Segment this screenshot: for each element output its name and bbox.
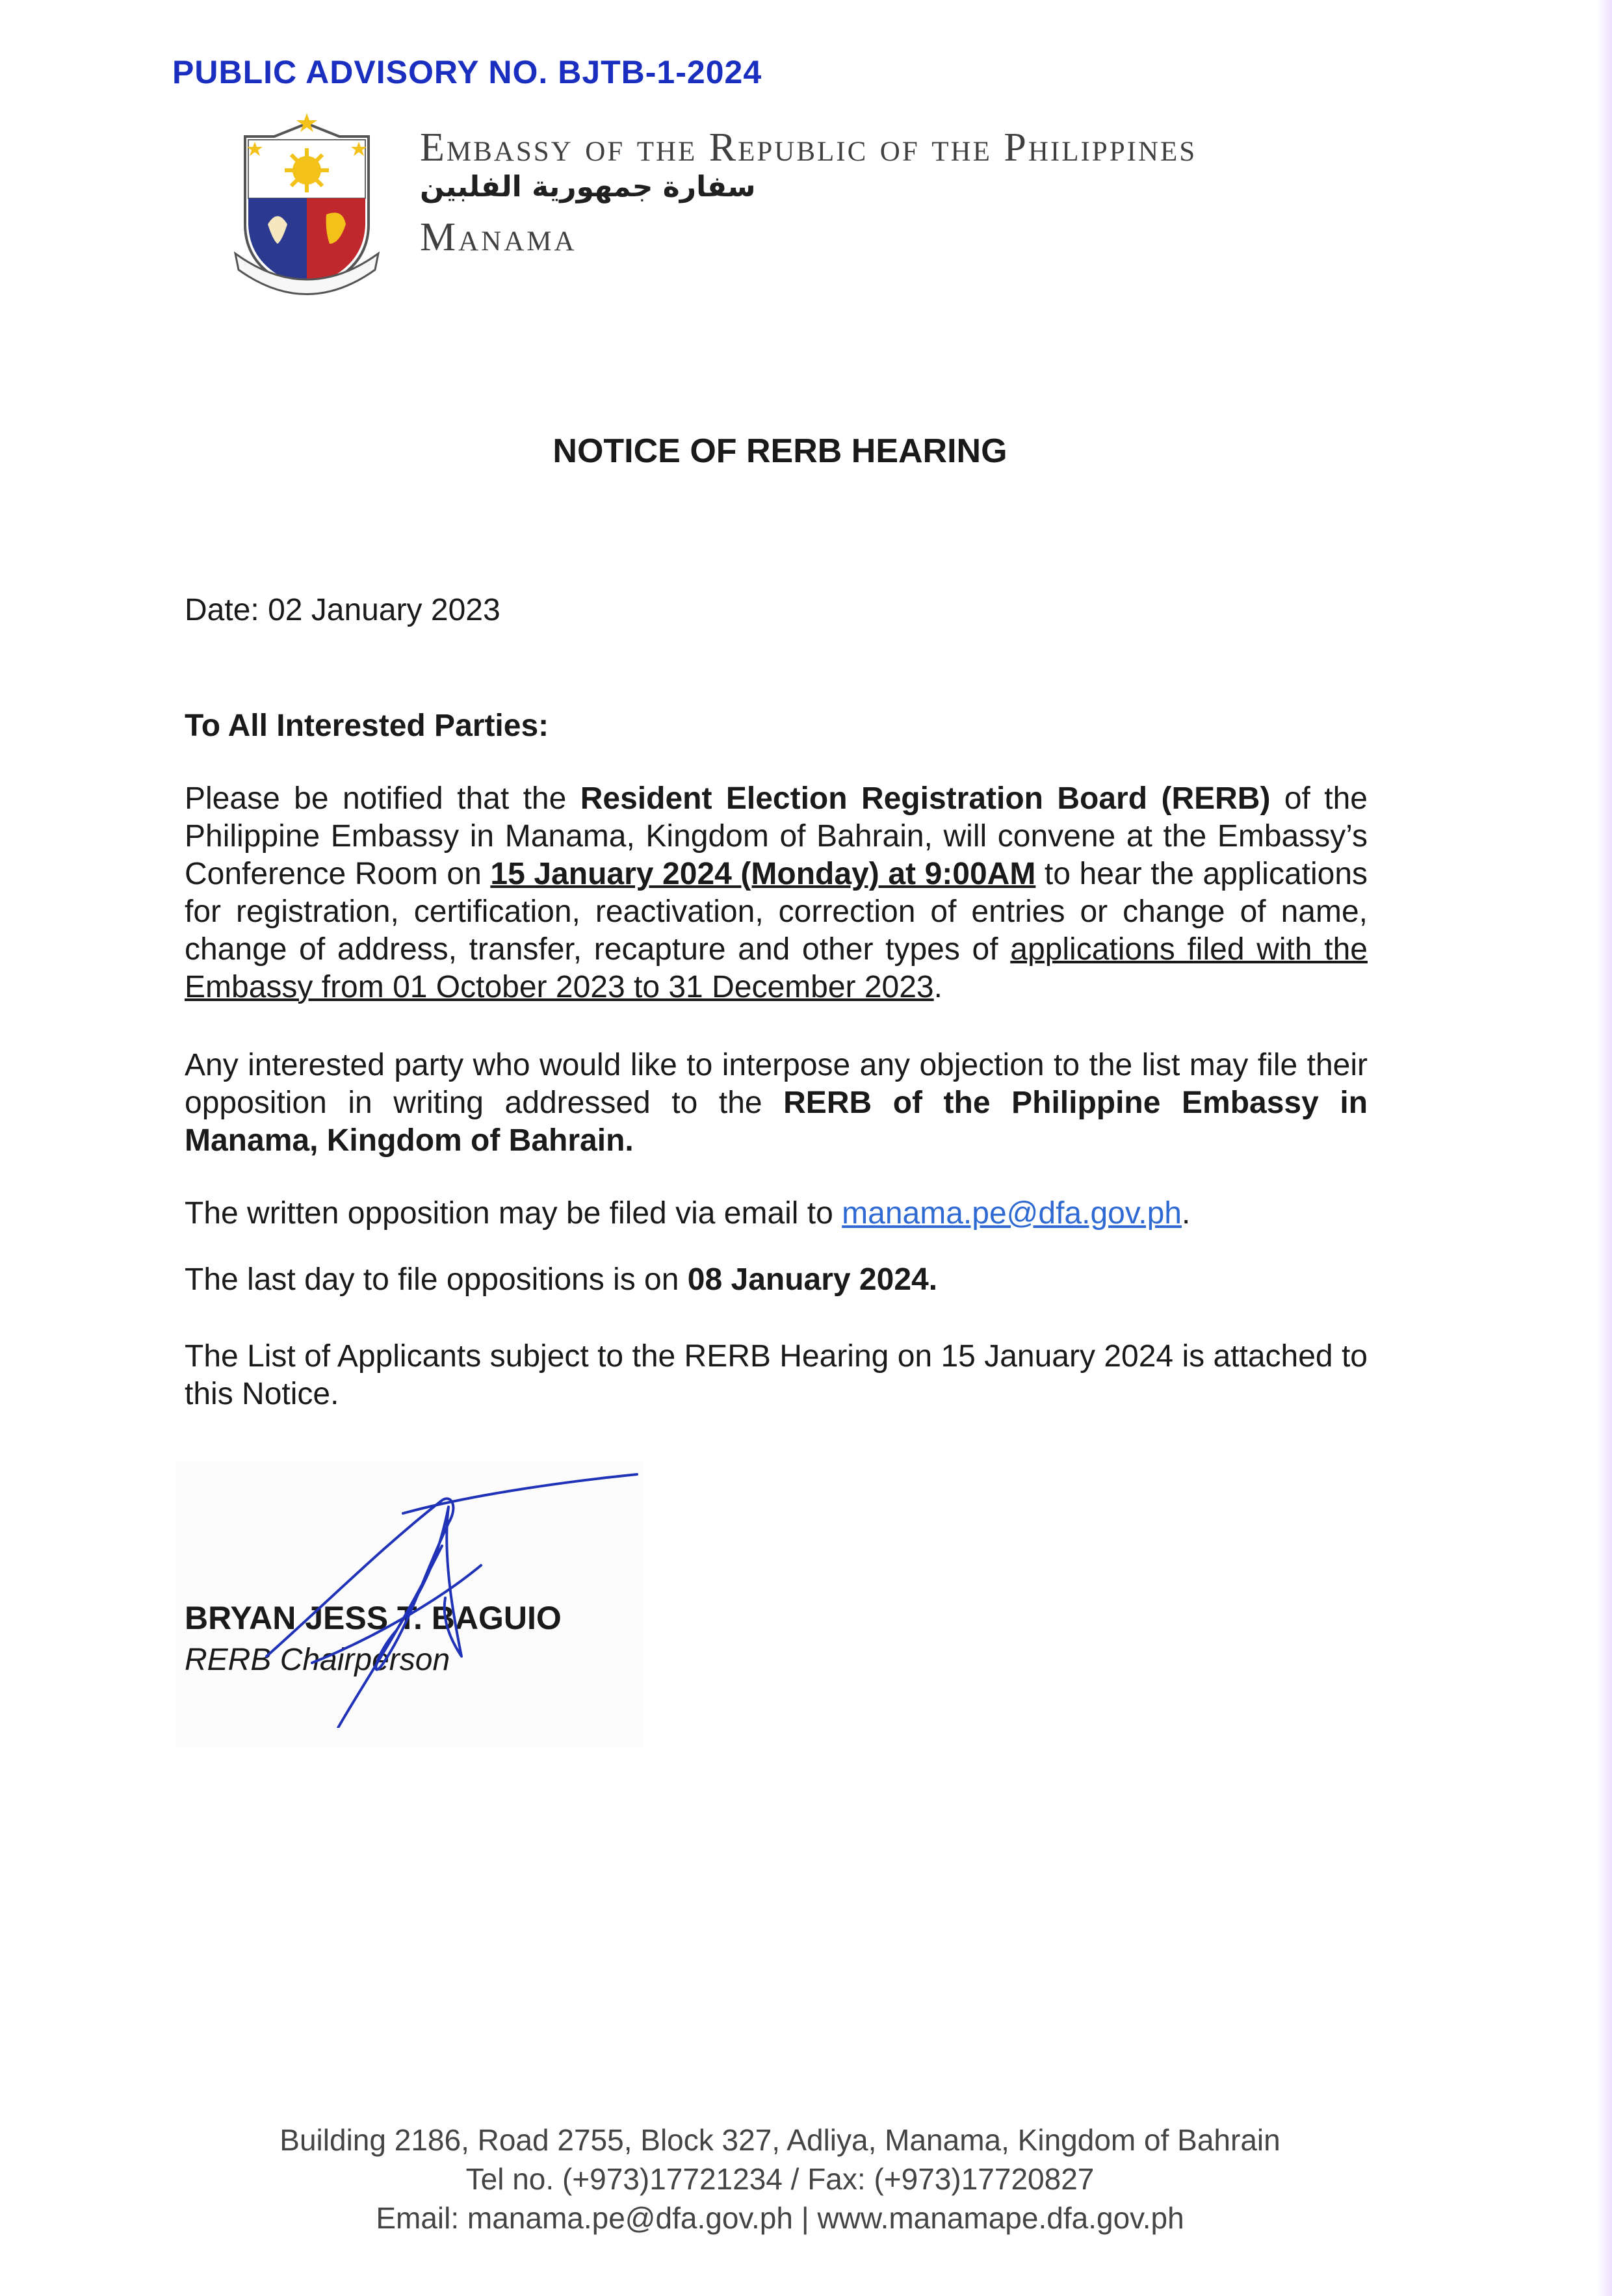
paragraph-attachment: The List of Applicants subject to the RERB Hearing on 15 January 2024 is attached to this Notice. [185,1339,1368,1411]
advisory-number: PUBLIC ADVISORY NO. BJTB-1-2024 [172,54,762,90]
filing-period: applications filed with the Embassy from 01 October 2023 to 31 December 2023 [185,932,1368,1004]
signer-title: RERB Chairperson [185,1643,450,1677]
paragraph-text: Any interested party who would like to interpose any objection to the list may file their opposition in writing addressed to the [185,1048,1368,1120]
paragraph-hearing-details [185,780,1368,1006]
footer-phone: Tel no. (+973)17721234 / Fax: (+973)17720827 [465,2162,1095,2196]
notice-date: Date: 02 January 2023 [185,593,500,627]
footer-address: Building 2186, Road 2755, Block 327, Adliya, Manama, Kingdom of Bahrain [280,2123,1280,2157]
page-edge [1596,0,1612,2296]
salutation: To All Interested Parties: [185,709,549,743]
sun-icon [285,148,329,192]
paragraph-text: to hear the applications for registration, certification, reactivation, correction of entries or change of name, change of address, transfer, recapture and other types of [185,857,1368,967]
embassy-name-arabic: سفارة جمهورية الفلبين [420,170,756,203]
hearing-datetime: 15 January 2024 (Monday) at 9:00AM [490,857,1036,891]
email-link[interactable]: manama.pe@dfa.gov.ph [842,1196,1182,1231]
paragraph-text: . [1182,1196,1191,1231]
board-name: Resident Election Registration Board (RERB) [580,781,1271,816]
embassy-city: Manama [420,215,577,259]
paragraph-text: The written opposition may be filed via email to [185,1196,842,1231]
paragraph-email [185,1195,1368,1233]
paragraph-text: . [933,970,942,1004]
coat-of-arms-seal [229,111,385,299]
paragraph-objection [185,1047,1368,1160]
paragraph-text: The last day to file oppositions is on [185,1262,688,1297]
addressee: RERB of the Philippine Embassy in Manama, Kingdom of Bahrain. [185,1086,1368,1158]
signer-name: BRYAN JESS T. BAGUIO [185,1600,562,1636]
notice-title: NOTICE OF RERB HEARING [552,432,1008,470]
paragraph-text: of the Philippine Embassy in Manama, Kingdom of Bahrain, will convene at the Embassy’s Conference Room on [185,781,1368,891]
paragraph-deadline [185,1261,1368,1299]
footer-contact: Email: manama.pe@dfa.gov.ph | www.manamape.dfa.gov.ph [376,2201,1184,2235]
handwritten-signature [247,1468,650,1728]
embassy-name: Embassy of the Republic of the Philippines [420,125,1197,170]
deadline-date: 08 January 2024. [687,1262,938,1297]
paragraph-text: Please be notified that the [185,781,580,816]
